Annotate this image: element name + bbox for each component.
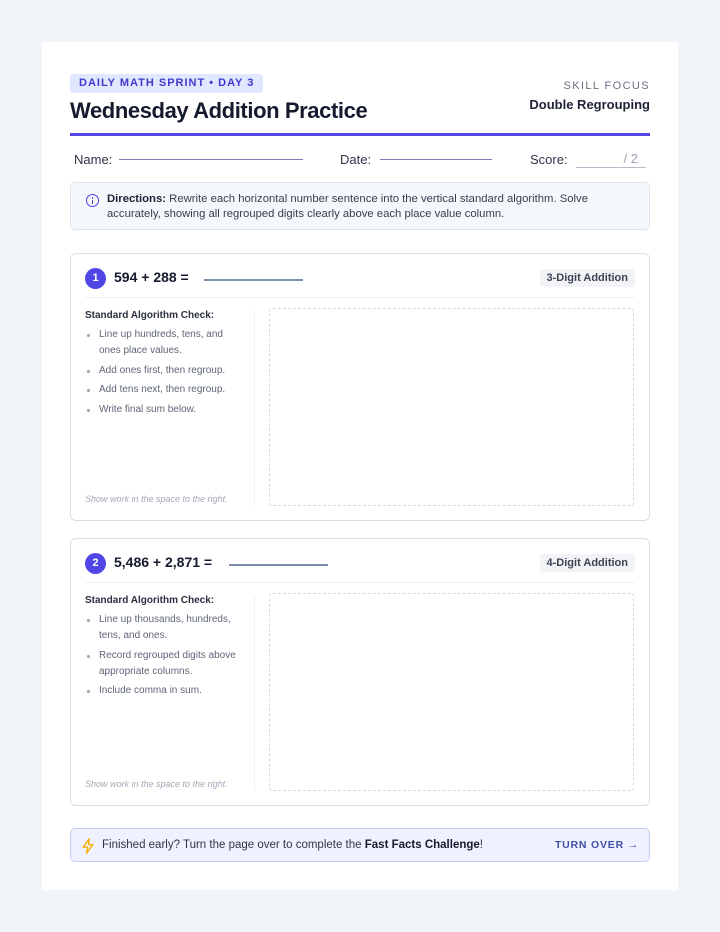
problem-card-2: [70, 538, 650, 806]
problem-card-1: [70, 253, 650, 521]
problem-number: 2: [85, 553, 106, 574]
problem-header: [71, 539, 649, 582]
fast-facts-link-text: Fast Facts Challenge: [364, 839, 480, 851]
answer-line[interactable]: [229, 564, 328, 566]
name-label: Name:: [74, 152, 113, 167]
fast-facts-banner: [70, 828, 650, 862]
directions-lead: Directions:: [107, 193, 167, 205]
student-info-fields: [74, 150, 648, 170]
date-label: Date:: [340, 152, 372, 167]
date-field[interactable]: [380, 159, 492, 160]
difficulty-tag: 4-Digit Addition: [540, 554, 635, 572]
skill-focus-label: SKILL FOCUS: [563, 80, 650, 92]
difficulty-tag: 3-Digit Addition: [540, 269, 635, 287]
divider: [85, 582, 635, 583]
worksheet-header: [70, 74, 650, 136]
step-item: Add tens next, then regroup.: [85, 382, 245, 398]
step-item: Line up hundreds, tens, and ones place values.: [85, 327, 245, 359]
directions-box: [70, 182, 650, 230]
problem-header: [71, 254, 649, 297]
work-area[interactable]: [269, 593, 634, 791]
algorithm-check: [85, 310, 245, 421]
work-hint: Show work in the space to the right.: [85, 494, 228, 504]
banner-text-lead: Finished early? Turn the page over to complete the: [102, 839, 362, 851]
problem-equation: 594 + 288 =: [114, 269, 189, 285]
step-item: Add ones first, then regroup.: [85, 363, 245, 379]
algorithm-check: [85, 595, 245, 703]
problem-number: 1: [85, 268, 106, 289]
skill-focus-value: Double Regrouping: [529, 97, 650, 112]
score-field[interactable]: / 2: [576, 150, 646, 168]
directions-text: [107, 192, 629, 222]
step-item: Include comma in sum.: [85, 683, 245, 699]
step-item: Line up thousands, hundreds, tens, and ones.: [85, 612, 245, 644]
day-badge: DAILY MATH SPRINT • DAY 3: [70, 74, 263, 93]
steps-list: [85, 612, 245, 699]
lightning-icon: [81, 838, 95, 854]
name-field[interactable]: [119, 159, 303, 160]
directions-body: Rewrite each horizontal number sentence into the vertical standard algorithm. Solve accurately, showing all regrouped digits clearly above each place value column.: [107, 193, 588, 220]
vertical-divider: [254, 595, 255, 791]
divider: [85, 297, 635, 298]
algorithm-check-title: Standard Algorithm Check:: [85, 595, 215, 606]
steps-list: [85, 327, 245, 418]
info-icon: [86, 194, 99, 207]
answer-line[interactable]: [204, 279, 303, 281]
step-item: Record regrouped digits above appropriate columns.: [85, 648, 245, 680]
problem-equation: 5,486 + 2,871 =: [114, 554, 213, 570]
worksheet-page: [42, 42, 678, 890]
algorithm-check-title: Standard Algorithm Check:: [85, 310, 215, 321]
turn-over-link[interactable]: TURN OVER →: [554, 839, 639, 851]
score-label: Score:: [530, 152, 568, 167]
work-hint: Show work in the space to the right.: [85, 779, 228, 789]
step-item: Write final sum below.: [85, 402, 245, 418]
banner-text-end: !: [479, 839, 483, 851]
work-area[interactable]: [269, 308, 634, 506]
banner-text: [102, 839, 483, 851]
page-title: Wednesday Addition Practice: [70, 98, 368, 123]
vertical-divider: [254, 310, 255, 506]
